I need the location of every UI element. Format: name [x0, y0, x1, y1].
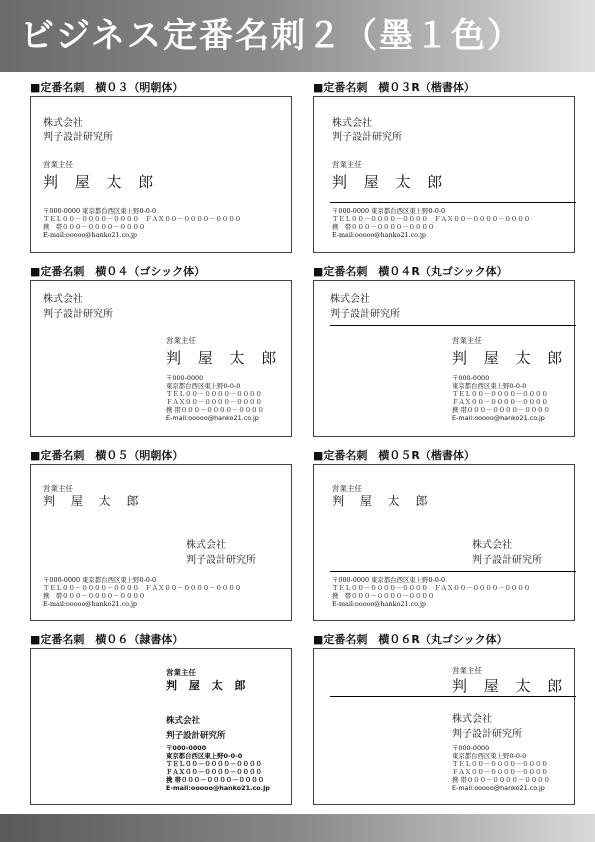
tel: ＴＥＬ００－００００－００００	[166, 390, 262, 398]
business-card-yoko06r	[313, 648, 575, 805]
company-type: 株式会社	[472, 540, 512, 551]
company-name: 判子設計研究所	[452, 729, 522, 740]
tel-fax: ＴＥＬ００－００００－００００ ＦＡＸ００－００００－００００	[43, 584, 242, 592]
person-name: 判 屋 太 郎	[166, 349, 283, 367]
address: 〒000-0000 東京都台西区東上野0-0-0	[332, 576, 446, 584]
mobile: 携 帯０００－００００－００００	[43, 223, 146, 231]
email: E-mail:ooooo@hanko21.co.jp	[332, 231, 427, 239]
card-label: ■定番名刺 横０６（隷書体）	[30, 633, 184, 646]
email: E-mail:ooooo@hanko21.co.jp	[166, 414, 259, 422]
company-name: 判子設計研究所	[43, 309, 113, 320]
fax: ＦＡＸ００－００００－００００	[452, 768, 548, 776]
email: E-mail:ooooo@hanko21.co.jp	[452, 784, 545, 792]
card-label: ■定番名刺 横０３R（楷書体）	[313, 81, 475, 94]
company-type: 株式会社	[166, 716, 201, 726]
card-label: ■定番名刺 横０６R（丸ゴシック体）	[313, 633, 508, 646]
email: E-mail:ooooo@hanko21.co.jp	[43, 600, 138, 608]
tel: ＴＥＬ００－００００－００００	[452, 760, 548, 768]
company-type: 株式会社	[43, 118, 83, 129]
address: 東京都台西区東上野0-0-0	[452, 382, 527, 390]
mobile: 携 帯０００－００００－００００	[166, 776, 265, 784]
fax: ＦＡＸ００－００００－００００	[166, 768, 262, 776]
postal-code: 〒000-0000	[452, 744, 490, 752]
business-card-yoko03r	[313, 96, 575, 253]
mobile: 携 帯０００－００００－００００	[166, 406, 264, 414]
position-title: 営業主任	[166, 336, 196, 345]
company-type: 株式会社	[330, 294, 370, 305]
person-name: 判 屋 太 郎	[452, 349, 569, 367]
mobile: 携 帯０００－００００－００００	[332, 223, 435, 231]
business-card-yoko05r	[313, 464, 575, 621]
divider-line	[330, 696, 576, 697]
company-type: 株式会社	[452, 714, 492, 725]
card-label: ■定番名刺 横０５（明朝体）	[30, 449, 184, 462]
business-card-yoko04r	[313, 280, 575, 437]
tel: ＴＥＬ００－００００－００００	[166, 760, 262, 768]
tel-fax: ＴＥＬ００－００００－００００ ＦＡＸ００－００００－００００	[332, 584, 531, 592]
company-name: 判子設計研究所	[332, 132, 402, 143]
address: 〒000-0000 東京都台西区東上野0-0-0	[43, 207, 157, 215]
company-type: 株式会社	[43, 294, 83, 305]
company-name: 判子設計研究所	[186, 555, 256, 566]
business-card-yoko03	[30, 96, 292, 253]
page-title: ビジネス定番名刺２（墨１色）	[20, 16, 523, 56]
company-name: 判子設計研究所	[330, 309, 400, 320]
postal-code: 〒000-0000	[166, 744, 207, 752]
address: 東京都台西区東上野0-0-0	[166, 752, 243, 760]
fax: ＦＡＸ００－００００－００００	[452, 398, 548, 406]
postal-code: 〒000-0000	[166, 374, 204, 382]
company-type: 株式会社	[186, 540, 226, 551]
tel-fax: ＴＥＬ００－００００－００００ ＦＡＸ００－００００－００００	[43, 215, 242, 223]
business-card-yoko06	[30, 648, 292, 805]
card-label: ■定番名刺 横０４（ゴシック体）	[30, 265, 206, 278]
email: E-mail:ooooo@hanko21.co.jp	[166, 784, 270, 792]
position-title: 営業主任	[452, 666, 482, 675]
company-type: 株式会社	[332, 118, 372, 129]
person-name: 判 屋 太 郎	[166, 679, 250, 692]
address: 東京都台西区東上野0-0-0	[452, 752, 527, 760]
card-label: ■定番名刺 横０５R（楷書体）	[313, 449, 475, 462]
mobile: 携 帯０００－００００－００００	[43, 592, 146, 600]
position-title: 営業主任	[43, 484, 73, 493]
address: 東京都台西区東上野0-0-0	[166, 382, 241, 390]
business-card-yoko04	[30, 280, 292, 437]
divider-line	[330, 202, 576, 203]
position-title: 営業主任	[43, 160, 73, 169]
tel: ＴＥＬ００－００００－００００	[452, 390, 548, 398]
postal-code: 〒000-0000	[452, 374, 490, 382]
person-name: 判 屋 太 郎	[43, 494, 145, 508]
person-name: 判 屋 太 郎	[332, 494, 434, 508]
company-name: 判子設計研究所	[166, 731, 226, 741]
card-label: ■定番名刺 横０４R（丸ゴシック体）	[313, 265, 508, 278]
position-title: 営業主任	[332, 160, 362, 169]
position-title: 営業主任	[452, 336, 482, 345]
email: E-mail:ooooo@hanko21.co.jp	[332, 600, 427, 608]
business-card-yoko05	[30, 464, 292, 621]
position-title: 営業主任	[332, 484, 362, 493]
address: 〒000-0000 東京都台西区東上野0-0-0	[43, 576, 157, 584]
person-name: 判 屋 太 郎	[452, 677, 569, 695]
fax: ＦＡＸ００－００００－００００	[166, 398, 262, 406]
mobile: 携 帯０００－００００－００００	[452, 406, 550, 414]
company-name: 判子設計研究所	[472, 555, 542, 566]
email: E-mail:ooooo@hanko21.co.jp	[452, 414, 545, 422]
divider-line	[330, 325, 576, 326]
divider-line	[330, 571, 576, 572]
address: 〒000-0000 東京都台西区東上野0-0-0	[332, 207, 446, 215]
position-title: 営業主任	[166, 668, 196, 677]
card-label: ■定番名刺 横０３（明朝体）	[30, 81, 184, 94]
footer-bar	[0, 814, 595, 842]
email: E-mail:ooooo@hanko21.co.jp	[43, 231, 138, 239]
company-name: 判子設計研究所	[43, 132, 113, 143]
mobile: 携 帯０００－００００－００００	[452, 776, 550, 784]
person-name: 判 屋 太 郎	[43, 173, 160, 191]
person-name: 判 屋 太 郎	[332, 173, 449, 191]
header-banner	[0, 0, 595, 72]
tel-fax: ＴＥＬ００－００００－００００ ＦＡＸ００－００００－００００	[332, 215, 531, 223]
mobile: 携 帯０００－００００－００００	[332, 592, 435, 600]
